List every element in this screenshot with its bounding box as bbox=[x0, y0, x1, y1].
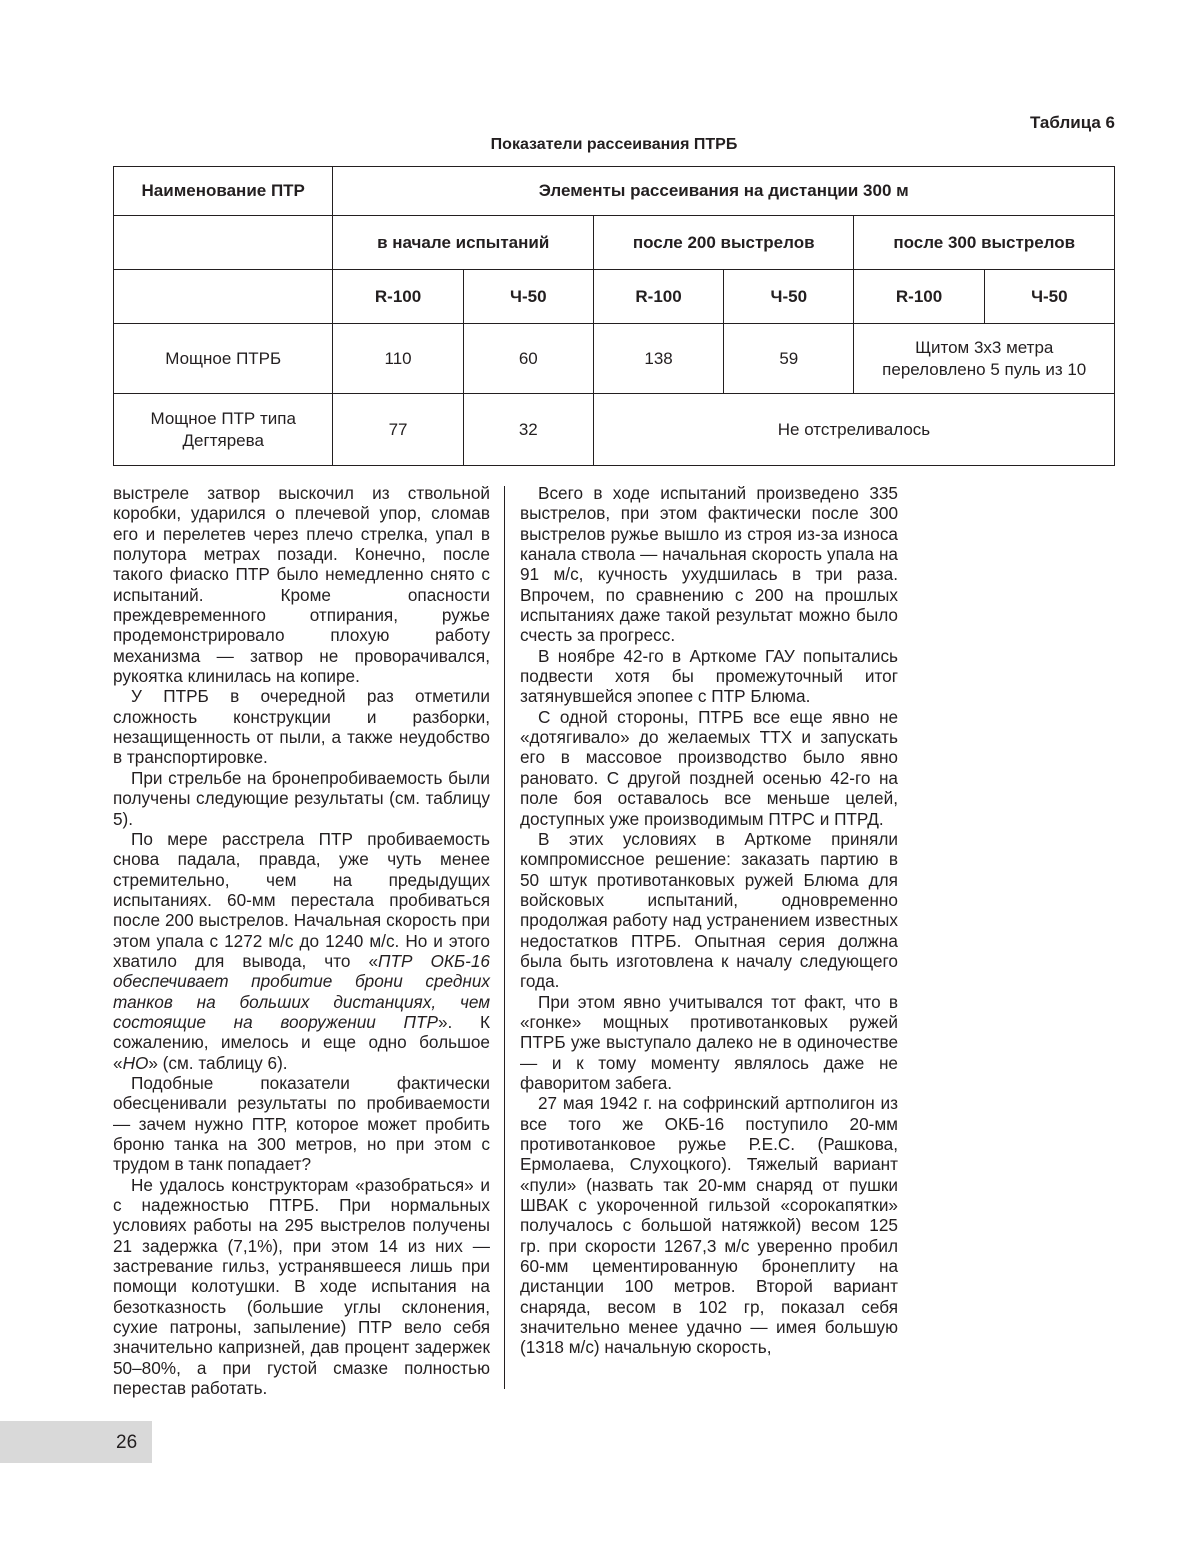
italic-quote: НО bbox=[122, 1052, 149, 1073]
text-run: По мере расстрела ПТР пробиваемость снова падала, правда, уже чуть менее стремительно, чем на предыдущих испытаниях. 60-мм перестала пробиваться после 200 выстрелов. Начальная скорость при этом упала с 1272 м/с до 1240 м/с. Но и этого хватило для вывода, что « bbox=[113, 828, 490, 971]
header-group: после 200 выстрелов bbox=[593, 216, 854, 270]
page-number: 26 bbox=[116, 1432, 138, 1453]
row-name-line: Мощное ПТР типа bbox=[150, 408, 296, 428]
row-name: Мощное ПТРБ bbox=[114, 324, 333, 394]
header-subcol: Ч-50 bbox=[724, 270, 854, 324]
italic-quote: ПТР ОКБ-16 обеспечивает пробитие брони средних танков на больших дистанциях, чем состоящие на вооружении ПТР bbox=[113, 950, 490, 1032]
header-subcol: R-100 bbox=[854, 270, 984, 324]
paragraph: Подобные показатели фактически обесценивали результаты по пробиваемости — зачем нужно ПТР, которое может пробить броню танка на 300 метров, но при этом с трудом в танк попадает? bbox=[113, 1072, 490, 1175]
header-subcol: R-100 bbox=[593, 270, 723, 324]
paragraph: Всего в ходе испытаний произведено 335 выстрелов, при этом фактически после 300 выстрелов ружье вышло из строя из-за износа канала ствола — начальная скорость упала на 91 м/с, кучность ухудшилась в три раза. Впрочем, по сравнению с 200 на прошлых испытаниях даже такой результат можно было счесть за прогресс. bbox=[520, 483, 898, 646]
merged-note-cell bbox=[854, 324, 1115, 394]
text-run: ». К сожалению, имелось и еще одно большое « bbox=[113, 1011, 490, 1073]
table-cell: 60 bbox=[463, 324, 593, 394]
table-cell: 138 bbox=[593, 324, 723, 394]
table-cell: 77 bbox=[333, 394, 463, 466]
header-empty-cell bbox=[114, 216, 333, 270]
table-label: Таблица 6 bbox=[1029, 113, 1115, 132]
header-group: после 300 выстрелов bbox=[854, 216, 1115, 270]
paragraph: С одной стороны, ПТРБ все еще явно не «дотягивало» до желаемых ТТХ и запускать его в массовое производство было явно рановато. С другой поздней осенью 42-го на поле боя оставалось все меньше целей, доступных уже производимым ПТРС и ПТРД. bbox=[520, 706, 898, 829]
merged-note-cell: Не отстреливалось bbox=[593, 394, 1114, 466]
column-divider bbox=[504, 486, 505, 1389]
paragraph: 27 мая 1942 г. на софринский артполигон из все того же ОКБ-16 поступило 20-мм противотанковое ружье Р.Е.С. (Рашкова, Ермолаева, Слухоцкого). Тяжелый вариант «пули» (назвать так 20-мм снаряд от пушки ШВАК с укороченной гильзой «сорокапятки» получалось с большой натяжкой) весом 125 гр. при скорости 1267,3 м/с уверенно пробил 60-мм цементированную бронеплиту на дистанции 100 метров. Второй вариант снаряда, весом в 102 гр, показал себя значительно менее удачно — имея большую (1318 м/с) начальную скорость, bbox=[520, 1093, 898, 1358]
paragraph: При стрельбе на бронепробиваемость были получены следующие результаты (см. таблицу 5). bbox=[113, 767, 490, 829]
row-name bbox=[114, 394, 333, 466]
paragraph: Не удалось конструкторам «разобраться» и с надежностью ПТРБ. При нормальных условиях работы на 295 выстрелов получены 21 задержка (7,1%), при этом 14 из них — застревание гильз, устранявшееся лишь при помощи колотушки. В ходе испытания на безотказность (большие углы склонения, сухие патроны, запыление) ПТР вело себя значительно капризней, дав процент задержек 50–80%, а при густой смазке полностью перестав работать. bbox=[113, 1174, 490, 1399]
header-group: в начале испытаний bbox=[333, 216, 594, 270]
row-name-line: Дегтярева bbox=[182, 430, 264, 450]
paragraph: выстреле затвор выскочил из ствольной коробки, ударился о плечевой упор, сломав его и перелетев через плечо стрелка, упал в полутора метрах позади. Конечно, после такого фиаско ПТР было немедленно снято с испытаний. Кроме опасности преждевременного отпирания, ружье продемонстрировало плохую работу механизма — затвор не проворачивался, рукоятка клинилась на копире. bbox=[113, 483, 490, 687]
header-subcol: R-100 bbox=[333, 270, 463, 324]
table-cell: 59 bbox=[724, 324, 854, 394]
header-empty-cell bbox=[114, 270, 333, 324]
paragraph: В этих условиях в Арткоме приняли компромиссное решение: заказать партию в 50 штук противотанковых ружей Блюма для войсковых испытаний, одновременно продолжая работу над устранением известных недостатков ПТРБ. Опытная серия должна была быть изготовлена к началу следующего года. bbox=[520, 828, 898, 992]
table-row bbox=[114, 324, 1115, 394]
paragraph: При этом явно учитывался тот факт, что в «гонке» мощных противотанковых ружей ПТРБ уже выступало далеко не в одиночестве — и к тому моменту являлось даже не фаворитом забега. bbox=[520, 991, 898, 1093]
table-cell: 110 bbox=[333, 324, 463, 394]
text-column-left bbox=[113, 483, 490, 1398]
header-name-col: Наименование ПТР bbox=[114, 167, 333, 216]
header-elements: Элементы рассеивания на дистанции 300 м bbox=[333, 167, 1115, 216]
merged-note-line: переловлено 5 пуль из 10 bbox=[882, 359, 1087, 379]
header-subcol: Ч-50 bbox=[463, 270, 593, 324]
header-subcol: Ч-50 bbox=[984, 270, 1114, 324]
dispersion-table bbox=[113, 166, 1115, 466]
text-column-right bbox=[520, 483, 898, 1358]
text-run: » (см. таблицу 6). bbox=[148, 1052, 288, 1073]
table-row bbox=[114, 394, 1115, 466]
merged-note-line: Щитом 3х3 метра bbox=[915, 337, 1054, 357]
paragraph: В ноябре 42-го в Арткоме ГАУ попытались подвести хотя бы промежуточный итог затянувшейся эпопее с ПТР Блюма. bbox=[520, 645, 898, 707]
table-title: Показатели рассеивания ПТРБ bbox=[490, 136, 738, 153]
paragraph: У ПТРБ в очередной раз отметили сложность конструкции и разборки, незащищенность от пыли, а также неудобство в транспортировке. bbox=[113, 686, 490, 768]
paragraph bbox=[113, 829, 490, 1073]
table-cell: 32 bbox=[463, 394, 593, 466]
